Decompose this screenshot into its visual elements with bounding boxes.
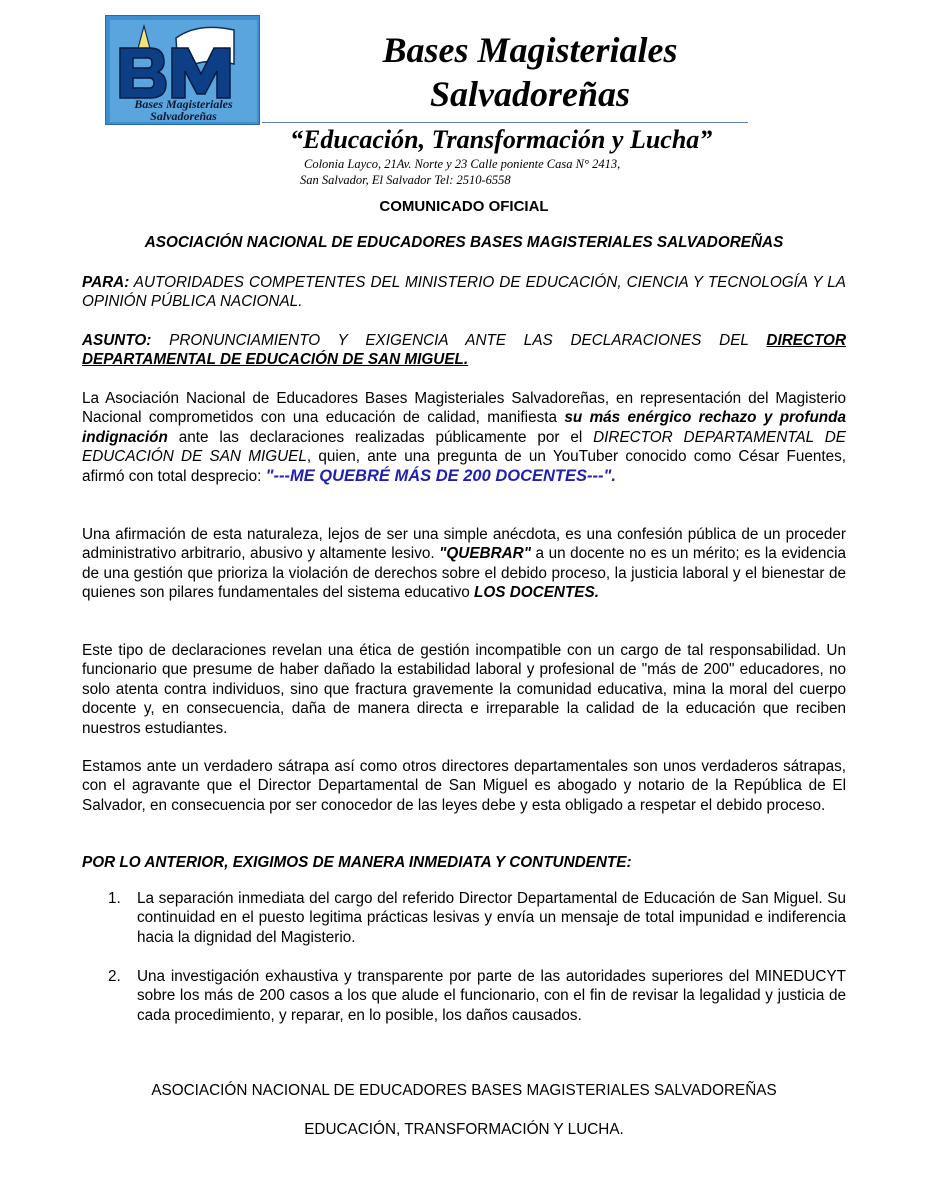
demand-number: 1.	[108, 890, 121, 907]
subject-label: ASUNTO:	[82, 332, 152, 349]
paragraph-1	[82, 389, 846, 486]
address-line2: San Salvador, El Salvador Tel: 2510-6558	[300, 173, 511, 187]
p1-director-title: DIRECTOR DEPARTAMENTAL DE EDUCACIÓN DE SAN MIGUEL	[82, 428, 846, 466]
p1-part-a: La Asociación Nacional de Educadores Bases Magisteriales Salvadoreñas, en representación del Magisterio Nacional comprometidos con una educación de calidad, manifiesta	[82, 390, 846, 427]
recipient-label: PARA:	[82, 274, 130, 291]
paragraph-2	[82, 525, 846, 603]
subject-underlined: DIRECTOR DEPARTAMENTAL DE EDUCACIÓN DE SAN MIGUEL.	[82, 332, 846, 369]
p2-part-c: a un docente no es un mérito; es la evidencia de una gestión que prioriza la violación de derechos sobre el debido proceso, la justicia laboral y el bienestar de quienes son pilares fundamentales del sistema educativo	[82, 545, 846, 602]
demand-text: Una investigación exhaustiva y transparente por parte de las autoridades superiores del MINEDUCYT sobre los más de 200 casos a los que alude el funcionario, con el fin de revisar la legalidad y justicia de cada procedimiento, y reparar, en lo posible, los daños causados.	[137, 968, 846, 1024]
p1-part-c: ante las declaraciones realizadas públicamente por el	[167, 428, 594, 446]
demand-number: 2.	[108, 968, 121, 985]
letterhead-divider	[262, 122, 748, 123]
organization-title-line2: Salvadoreñas	[429, 74, 631, 114]
subject-line	[82, 331, 846, 370]
logo-caption-line2: Salvadoreñas	[150, 109, 217, 123]
association-name: ASOCIACIÓN NACIONAL DE EDUCADORES BASES MAGISTERIALES SALVADOREÑAS	[144, 234, 784, 251]
subject-text: PRONUNCIAMIENTO Y EXIGENCIA ANTE LAS DECLARACIONES DEL	[151, 332, 767, 349]
recipient-line	[82, 273, 846, 312]
p1-part-e: , quien, ante una pregunta de un YouTuber conocido como César Fuentes, afirmó con total desprecio:	[82, 448, 846, 485]
paragraph-4: Estamos ante un verdadero sátrapa así como otros directores departamentales son unos verdaderos sátrapas, con el agravante que el Director Departamental de San Miguel es abogado y notario de la República de El Salvador, en consecuencia por ser conocedor de las leyes debe y esta obligado a respetar el debido proceso.	[82, 758, 846, 814]
paragraph-3: Este tipo de declaraciones revelan una ética de gestión incompatible con un cargo de tal responsabilidad. Un funcionario que presume de haber dañado la estabilidad laboral y profesional de "más de 200" educadores, no solo atenta contra individuos, sino que fractura gravemente la comunidad educativa, mina la moral del cuerpo docente y, en consecuencia, daña de manera directa e irreparable la calidad de la educación que reciben nuestros estudiantes.	[82, 642, 846, 737]
p2-los-docentes: LOS DOCENTES.	[474, 584, 599, 602]
signature-line2: EDUCACIÓN, TRANSFORMACIÓN Y LUCHA.	[304, 1121, 624, 1138]
p1-quote: "---ME QUEBRÉ MÁS DE 200 DOCENTES---".	[265, 466, 616, 485]
organization-logo	[105, 15, 260, 125]
demand-list-item	[108, 967, 846, 1025]
organization-address	[300, 156, 720, 188]
address-line1: Colonia Layco, 21Av. Norte y 23 Calle poniente Casa N° 2413,	[304, 157, 621, 171]
recipient-text: AUTORIDADES COMPETENTES DEL MINISTERIO DE EDUCACIÓN, CIENCIA Y TECNOLOGÍA Y LA OPINIÓN PÚBLICA NACIONAL.	[82, 274, 846, 311]
document-heading: COMUNICADO OFICIAL	[379, 198, 549, 215]
logo-caption	[116, 98, 251, 122]
demand-list-item	[108, 889, 846, 947]
organization-title	[300, 28, 760, 116]
p2-part-a: Una afirmación de esta naturaleza, lejos de ser una simple anécdota, es una confesión pública de un proceder administrativo arbitrario, abusivo y altamente lesivo.	[82, 526, 846, 563]
p1-emphasis: su más enérgico rechazo y profunda indignación	[82, 409, 846, 446]
organization-motto: “Educación, Transformación y Lucha”	[290, 125, 713, 154]
logo-letter-b	[120, 48, 166, 98]
signature-line1: ASOCIACIÓN NACIONAL DE EDUCADORES BASES MAGISTERIALES SALVADOREÑAS	[151, 1082, 777, 1099]
organization-title-line1: Bases Magisteriales	[382, 30, 678, 70]
p2-quebrar: "QUEBRAR"	[439, 545, 531, 563]
demands-heading: POR LO ANTERIOR, EXIGIMOS DE MANERA INMEDIATA Y CONTUNDENTE:	[82, 854, 632, 871]
demand-text: La separación inmediata del cargo del referido Director Departamental de Educación de San Miguel. Su continuidad en el puesto legitima prácticas lesivas y envía un mensaje de total impunidad e indiferencia hacia la dignidad del Magisterio.	[137, 890, 846, 946]
logo-caption-line1: Bases Magisteriales	[134, 97, 233, 111]
